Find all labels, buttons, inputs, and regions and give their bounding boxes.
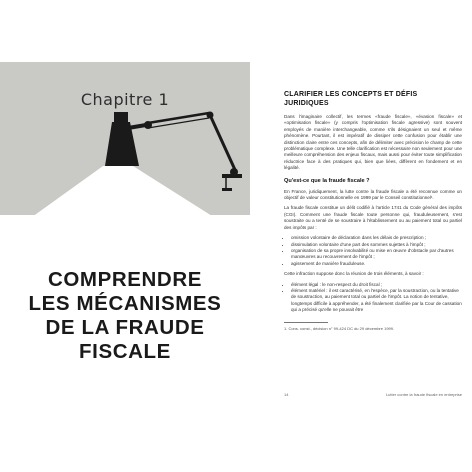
sub-heading: Qu'est-ce que la fraude fiscale ? xyxy=(284,177,370,184)
chapter-title-line: FISCALE xyxy=(79,340,171,363)
chapter-label: Chapitre 1 xyxy=(80,90,170,109)
lamp-base xyxy=(222,174,242,178)
chapter-title-line: COMPRENDRE xyxy=(47,268,203,291)
footnote: 1. Cons. const., décision n° 99-424 DC du 29 décembre 1999. xyxy=(284,325,395,331)
lamp-upper-arm xyxy=(148,113,209,123)
lamp-lower-arm xyxy=(210,115,236,172)
lamp-shade-cap xyxy=(114,112,128,124)
body-text xyxy=(284,90,462,331)
list-item: • agissement de manière frauduleuse. xyxy=(291,261,462,267)
lamp-clamp-foot xyxy=(222,188,232,191)
paragraph: Cette infraction suppose donc la réunion de trois éléments, à savoir : xyxy=(284,271,424,277)
paragraph: Dans l'imaginaire collectif, les termes «fraude fiscale», «évasion fiscale» et «optimisation fiscale» (y compris l'optimisation fiscale agressive) sont souvent employés de manière interchangeable, comme s'ils désignaient un seul et même phénomène. Pourtant, il est impératif de dissiper cette confusion pour établir une distinction claire entre ces concepts, afin de délimiter avec précision le champ de cette problématique complexe. Une telle clarification est nécessaire non seulement pour une meilleure compréhension des enjeux fiscaux, mais aussi pour éviter toute simplification réductrice face à des pratiques qui, bien que liées, diffèrent en fondement et en légalité. xyxy=(284,114,462,171)
list-item: • dissimulation volontaire d'une part des sommes sujettes à l'impôt ; xyxy=(291,242,462,248)
footnote-divider xyxy=(284,322,328,323)
bullet-list xyxy=(284,282,462,314)
left-page xyxy=(0,62,250,408)
list-item: • omission volontaire de déclaration dans les délais de prescription ; xyxy=(291,235,462,241)
chapter-title xyxy=(0,268,250,364)
running-title: Lutter contre la fraude fiscale en entreprise xyxy=(385,392,462,397)
page-footer xyxy=(284,392,462,397)
list-item: • élément légal : le non-respect du droit fiscal ; xyxy=(291,282,462,288)
lamp-upper-arm-rod xyxy=(148,118,209,128)
chapter-title-line: DE LA FRAUDE xyxy=(45,316,205,339)
list-item: • élément matériel : il est caractérisé, en l'espèce, par la soustraction, ou la tentative de soustraction, au paiement total ou partiel de l'impôt. La notion de tentative, longtemps difficile à appréhender, a été finalement clarifiée par la Cour de cassation qui a précisé qu'elle ne pouvait être xyxy=(291,288,462,314)
paragraph: En France, juridiquement, la lutte contre la fraude fiscale a été reconnue comme un objectif de valeur constitutionnelle en 1999 par le Conseil constitutionnel¹. xyxy=(284,188,462,201)
chapter-title-line: LES MÉCANISMES xyxy=(28,292,222,315)
bullet-list xyxy=(284,235,462,267)
page-number: 14 xyxy=(284,392,289,397)
right-page xyxy=(262,62,472,408)
paragraph: La fraude fiscale constitue un délit codifié à l'article 1741 du Code général des impôts (CGI). Comment une fraude fiscale toute personne qui, frauduleusement, s'est soustraite ou a tenté de se soustraire à l'établissement ou au paiement total ou partiel des impôts par : xyxy=(284,205,462,230)
list-item: • organisation de sa propre insolvabilité ou mise en œuvre d'obstacle par d'autres manœuvres au recouvrement de l'impôt ; xyxy=(291,248,462,261)
section-heading: CLARIFIER LES CONCEPTS ET DÉFIS JURIDIQUES xyxy=(284,91,418,107)
